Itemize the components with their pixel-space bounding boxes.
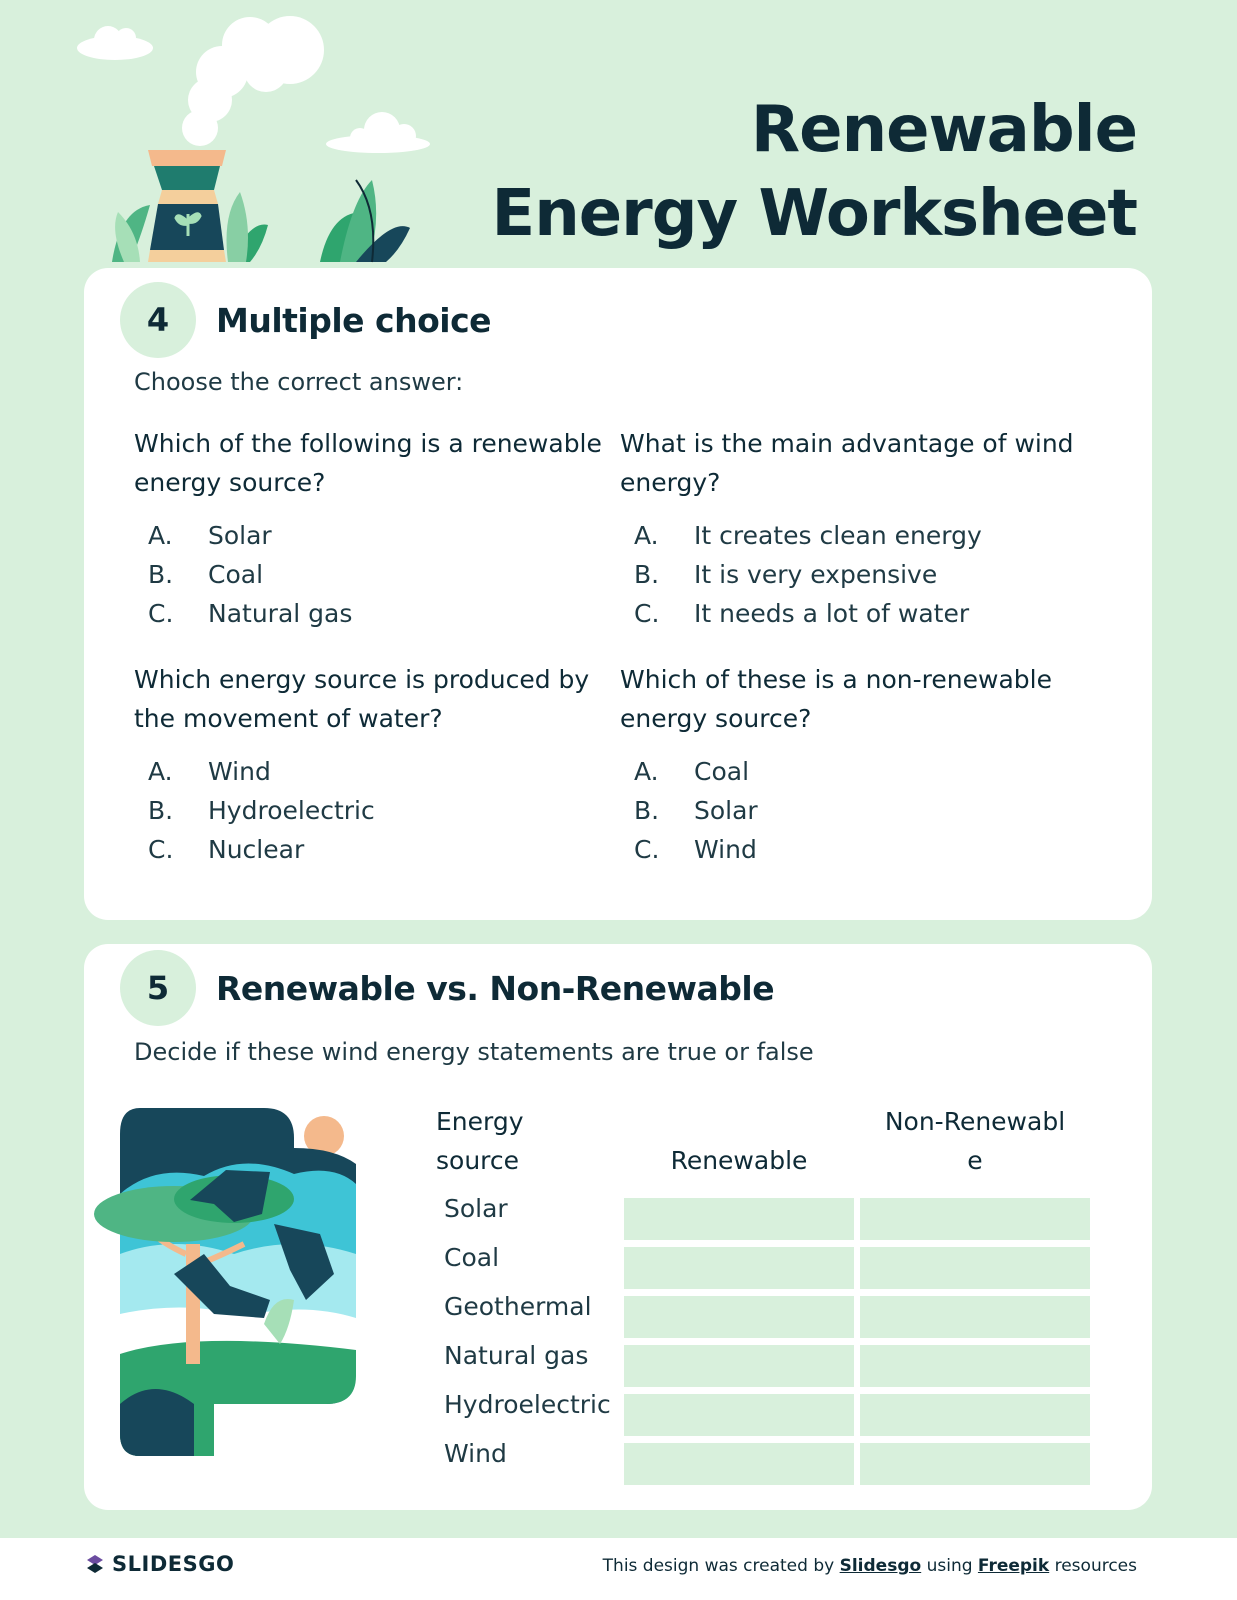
- question-text: Which of these is a non-renewable energy source?: [620, 665, 1052, 733]
- section-5-heading: [120, 950, 774, 1026]
- renewable-answer-cell[interactable]: [624, 1247, 854, 1289]
- answer-option[interactable]: A. It creates clean energy: [634, 521, 982, 550]
- non-renewable-answer-cell[interactable]: [860, 1296, 1090, 1338]
- section-title: Multiple choice: [216, 300, 492, 340]
- row-label: Natural gas: [444, 1341, 589, 1370]
- renewable-answer-cell[interactable]: [624, 1345, 854, 1387]
- answer-option[interactable]: A. Wind: [148, 757, 271, 786]
- credit-text: This design was created by Slidesgo using Freepik resources: [602, 1556, 1137, 1576]
- renewable-answer-cell[interactable]: [624, 1443, 854, 1485]
- row-label: Geothermal: [444, 1292, 592, 1321]
- section-title: Renewable vs. Non-Renewable: [216, 968, 775, 1008]
- row-label: Wind: [444, 1439, 507, 1468]
- power-plant-illustration: [0, 0, 520, 268]
- section-4-heading: [120, 282, 491, 358]
- renewable-answer-cell[interactable]: [624, 1394, 854, 1436]
- non-renewable-answer-cell[interactable]: [860, 1443, 1090, 1485]
- recycling-tree-illustration: [94, 1104, 364, 1464]
- column-header-non-renewable: Non-Renewabl e: [884, 1107, 1066, 1175]
- non-renewable-answer-cell[interactable]: [860, 1198, 1090, 1240]
- question-2: [620, 424, 1090, 633]
- answer-option[interactable]: B. It is very expensive: [634, 560, 938, 589]
- brand-name: SLIDESGO: [112, 1552, 235, 1576]
- row-label: Solar: [444, 1194, 508, 1223]
- question-text: Which energy source is produced by the movement of water?: [134, 665, 590, 733]
- column-header-energy-source: Energy source: [436, 1107, 524, 1175]
- brand-logo: [84, 1552, 234, 1576]
- instruction-text: Choose the correct answer:: [134, 368, 464, 396]
- title-line-2: Energy Worksheet: [491, 177, 1137, 251]
- non-renewable-answer-cell[interactable]: [860, 1247, 1090, 1289]
- answer-option[interactable]: C. Nuclear: [148, 835, 305, 864]
- row-label: Hydroelectric: [444, 1390, 611, 1419]
- instruction-text: Decide if these wind energy statements are true or false: [134, 1038, 814, 1066]
- renewable-classification-card: [84, 944, 1152, 1510]
- non-renewable-answer-cell[interactable]: [860, 1345, 1090, 1387]
- renewable-answer-cell[interactable]: [624, 1296, 854, 1338]
- answer-option[interactable]: A. Solar: [148, 521, 272, 550]
- answer-option[interactable]: B. Solar: [634, 796, 758, 825]
- footer: [0, 1538, 1237, 1600]
- title-line-1: Renewable: [750, 93, 1137, 167]
- question-3: [134, 660, 604, 869]
- answer-option[interactable]: B. Coal: [148, 560, 264, 589]
- header: [0, 0, 1237, 268]
- section-number-badge: 5: [120, 950, 196, 1026]
- multiple-choice-card: [84, 268, 1152, 920]
- question-1: [134, 424, 604, 633]
- answer-option[interactable]: C. It needs a lot of water: [634, 599, 970, 628]
- page-title: [491, 88, 1137, 256]
- answer-option[interactable]: C. Natural gas: [148, 599, 353, 628]
- question-4: [620, 660, 1090, 869]
- question-text: Which of the following is a renewable energy source?: [134, 429, 602, 497]
- non-renewable-answer-cell[interactable]: [860, 1394, 1090, 1436]
- question-text: What is the main advantage of wind energy?: [620, 429, 1074, 497]
- slidesgo-link[interactable]: Slidesgo: [839, 1556, 922, 1576]
- slidesgo-logo-icon: [84, 1553, 106, 1575]
- section-number-badge: 4: [120, 282, 196, 358]
- answer-option[interactable]: C. Wind: [634, 835, 757, 864]
- answer-option[interactable]: A. Coal: [634, 757, 750, 786]
- column-header-renewable: Renewable: [670, 1146, 808, 1175]
- freepik-link[interactable]: Freepik: [977, 1556, 1050, 1576]
- renewable-answer-cell[interactable]: [624, 1198, 854, 1240]
- row-label: Coal: [444, 1243, 500, 1272]
- answer-option[interactable]: B. Hydroelectric: [148, 796, 375, 825]
